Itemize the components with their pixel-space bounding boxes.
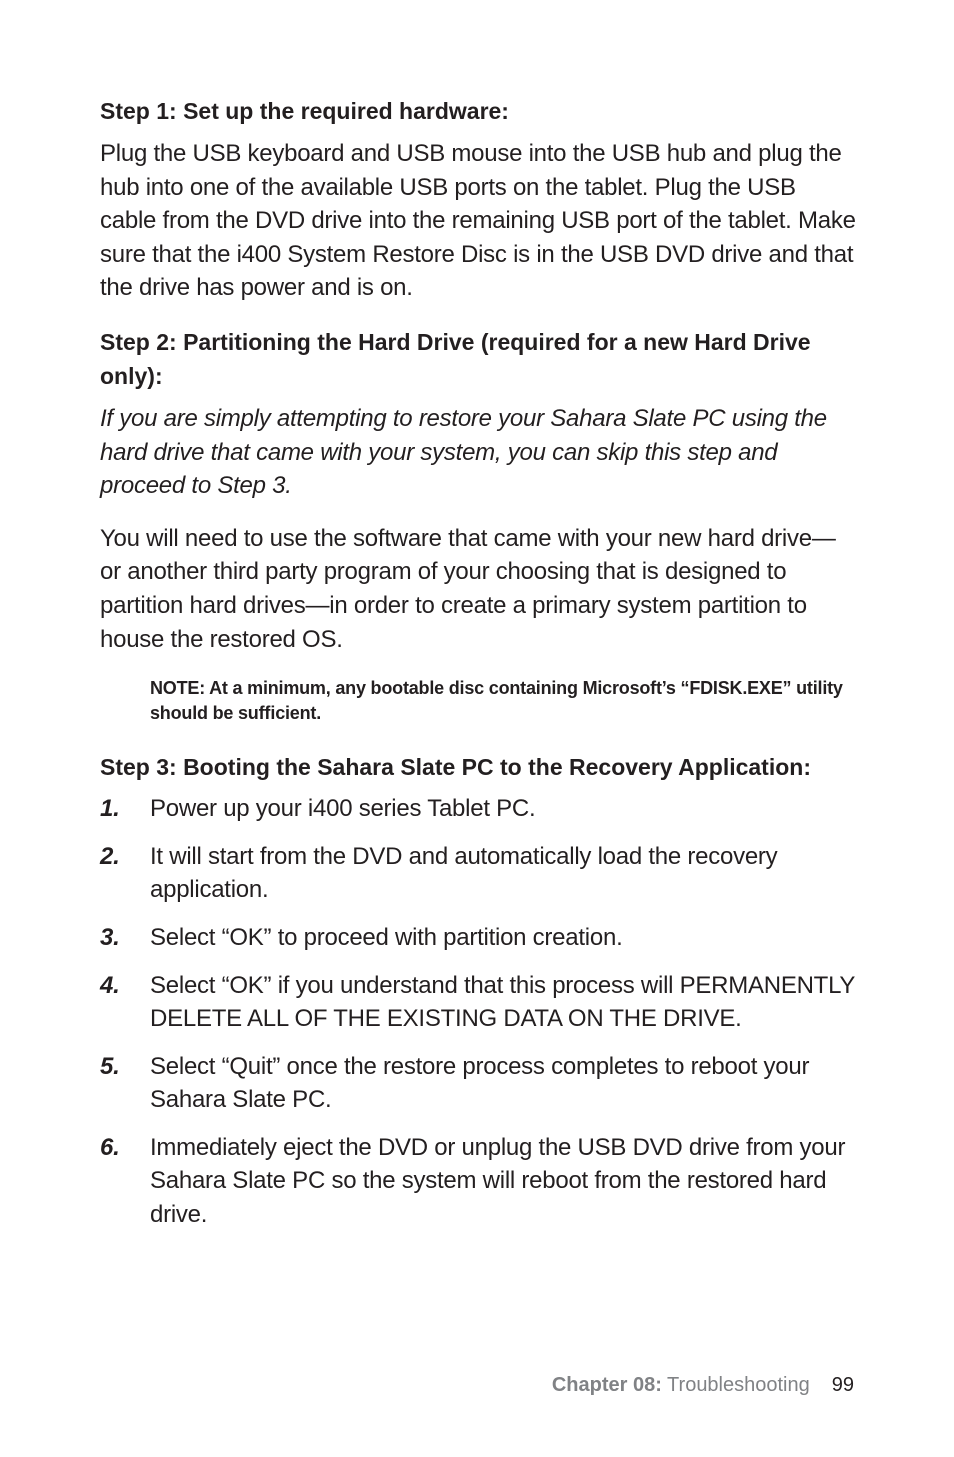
- list-item: [100, 969, 856, 1036]
- step1-body: Plug the USB keyboard and USB mouse into the USB hub and plug the hub into one of the available USB ports on the tablet. Plug the USB cable from the DVD drive into the remaining USB port of the tablet. Make sure that the i400 System Restore Disc is in the USB DVD drive and that the drive has power and is on.: [100, 140, 856, 302]
- step1-heading: Step 1: Set up the required hardware:: [100, 98, 509, 124]
- step-number: 6.: [100, 1133, 120, 1161]
- page-content: [100, 94, 856, 1232]
- list-item: [100, 792, 856, 826]
- step2-italic-note: If you are simply attempting to restore your Sahara Slate PC using the hard drive that came with your system, you can skip this step and proceed to Step 3.: [100, 404, 827, 500]
- list-item: [100, 921, 856, 955]
- step-text: It will start from the DVD and automatically load the recovery application.: [150, 842, 778, 904]
- recovery-steps-list: [100, 792, 856, 1232]
- list-item: [100, 840, 856, 907]
- step-number: 5.: [100, 1052, 120, 1080]
- step-text: Power up your i400 series Tablet PC.: [150, 795, 536, 823]
- step-number: 2.: [100, 842, 120, 870]
- step-text: Immediately eject the DVD or unplug the USB DVD drive from your Sahara Slate PC so the system will reboot from the restored hard drive.: [150, 1133, 846, 1229]
- step-number: 3.: [100, 923, 120, 951]
- chapter-label: Chapter 08:: [551, 1374, 662, 1396]
- step-number: 4.: [100, 971, 120, 999]
- step3-heading: Step 3: Booting the Sahara Slate PC to the Recovery Application:: [100, 754, 811, 781]
- list-item: [100, 1131, 856, 1232]
- chapter-title: Troubleshooting: [661, 1374, 810, 1396]
- page-number: 99: [831, 1374, 854, 1396]
- step-text: Select “OK” if you understand that this process will PERMANENTLY DELETE ALL OF THE EXISTING DATA ON THE DRIVE.: [150, 971, 855, 1033]
- step-text: Select “OK” to proceed with partition creation.: [150, 923, 623, 951]
- list-item: [100, 1050, 856, 1117]
- step2-heading: Step 2: Partitioning the Hard Drive (required for a new Hard Drive only):: [100, 328, 811, 389]
- page-footer: [552, 1372, 854, 1398]
- fdisk-note: NOTE: At a minimum, any bootable disc containing Microsoft’s “FDISK.EXE” utility should be sufﬁcient.: [150, 678, 843, 724]
- step-text: Select “Quit” once the restore process completes to reboot your Sahara Slate PC.: [150, 1052, 810, 1114]
- step2-body: You will need to use the software that came with your new hard drive—or another third party program of your choosing that is designed to partition hard drives—in order to create a primary system partition to house the restored OS.: [100, 524, 836, 653]
- step-number: 1.: [100, 795, 120, 823]
